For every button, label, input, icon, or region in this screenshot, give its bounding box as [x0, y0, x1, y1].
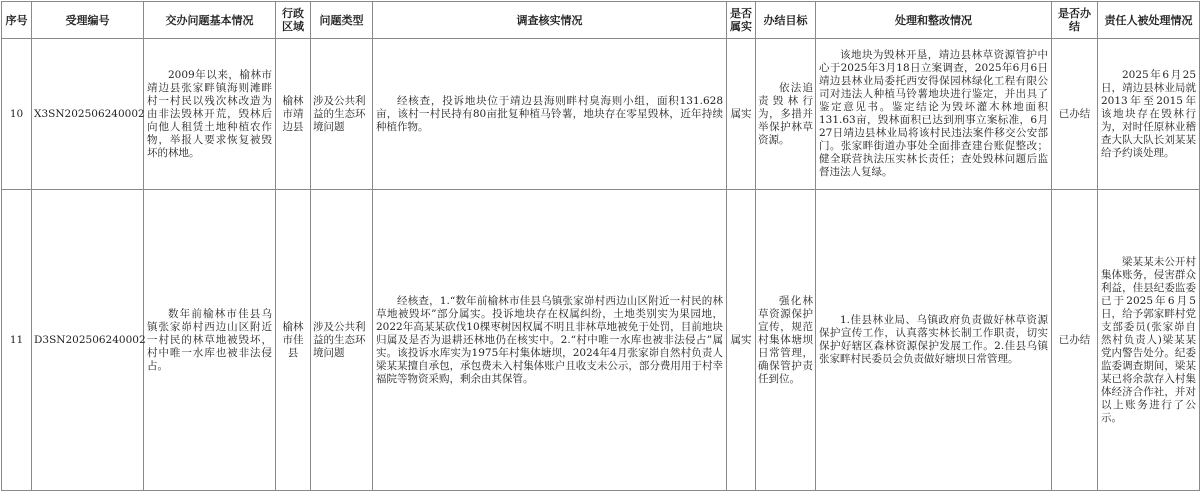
- cell-handling: 该地块为毁林开垦，靖边县林草资源管护中心于2025年3月18日立案调查，2025年6月6日靖边县林业局委托西安得保园林绿化工程有限公司对违法人种植马铃薯地块进行鉴定，并出具了鉴定意见书。鉴定结论为毁坏灌木林地面积131.63亩，毁林面积已达到刑事立案标准，6月27日靖边县林业局将该村民违法案件移交公安部门。张家畔街道办事处全面排查建台账促整改；健全联营执法压实林长责任；查处毁林问题后监督违法人复绿。: [816, 39, 1052, 190]
- cell-is-true: 属实: [727, 39, 756, 190]
- cell-case-id: X3SN202506240002: [32, 39, 144, 190]
- table-header-row: [2, 2, 1200, 39]
- cell-goal: 依法追责毁林行为，多措并举保护林草资源。: [756, 39, 816, 190]
- cell-investigation: 经核查，1.“数年前榆林市佳县乌镇张家峁村西边山区附近一村民的林草地被毁坏”部分属实。投诉地块存在权属纠纷，土地类别实为果园地，2022年高某某砍伐10棵枣树因权属不明且非林草地被免于处罚，目前地块归属及是否为退耕还林地仍在核实中。2.“村中唯一水库也被非法侵占”属实。该投诉水库实为1975年村集体塘坝，2024年4月张家峁自然村负责人梁某某擅自承包，承包费未入村集体账户且收支未公示，部分费用用于村幸福院等物资采购，剩余由其保管。: [373, 190, 727, 491]
- header-seq: 序号: [2, 2, 32, 39]
- cell-responsible: 2025年6月25日，靖边县林业局就2013年至2015年该地块存在毁林行为，对时任原林业稽查大队大队长刘某某给予约谈处理。: [1098, 39, 1200, 190]
- header-is-done: 是否办结: [1052, 2, 1098, 39]
- header-case-id: 受理编号: [32, 2, 144, 39]
- cell-is-done: 已办结: [1052, 190, 1098, 491]
- cell-basic-info: 数年前榆林市佳县乌镇张家峁村西边山区附近一村民的林草地被毁坏，村中唯一水库也被非法侵占。: [144, 190, 276, 491]
- cell-seq: 11: [2, 190, 32, 491]
- header-region: 行政区域: [276, 2, 311, 39]
- header-is-true: 是否属实: [727, 2, 756, 39]
- cell-problem-type: 涉及公共利益的生态环境问题: [311, 190, 373, 491]
- cell-handling: 1.佳县林业局、乌镇政府负责做好林草资源保护宣传工作，认真落实林长制工作职责，切实保护好辖区森林资源保护发展工作。2.佳县乌镇张家畔村民委员会负责做好塘坝日常管理。: [816, 190, 1052, 491]
- cell-responsible: 梁某某未公开村集体账务，侵害群众利益，佳县纪委监委已于2025年6月5日，给予郭家畔村党支部委员(张家峁自然村负责人)梁某某党内警告处分。纪委监委调查期间，梁某某已将余款存入村集体经济合作社，并对以上账务进行了公示。: [1098, 190, 1200, 491]
- cell-problem-type: 涉及公共利益的生态环境问题: [311, 39, 373, 190]
- cell-case-id: D3SN202506240002: [32, 190, 144, 491]
- table-row: [2, 190, 1200, 491]
- table-row: [2, 39, 1200, 190]
- header-responsible: 责任人被处理情况: [1098, 2, 1200, 39]
- cell-region: 榆林市靖边县: [276, 39, 311, 190]
- header-basic-info: 交办问题基本情况: [144, 2, 276, 39]
- cell-goal: 强化林草资源保护宣传，规范村集体塘坝日常管理，确保管护责任到位。: [756, 190, 816, 491]
- header-problem-type: 问题类型: [311, 2, 373, 39]
- cell-investigation: 经核查，投诉地块位于靖边县海则畔村臭海则小组，面积131.628亩，该村一村民持有80亩批复种植马铃薯，地块存在零星毁林，近年持续种植作物。: [373, 39, 727, 190]
- cell-is-true: 属实: [727, 190, 756, 491]
- cell-region: 榆林市佳县: [276, 190, 311, 491]
- header-goal: 办结目标: [756, 2, 816, 39]
- cell-is-done: 已办结: [1052, 39, 1098, 190]
- header-handling: 处理和整改情况: [816, 2, 1052, 39]
- cell-basic-info: 2009年以来，榆林市靖边县张家畔镇海则滩畔村一村民以残次林改造为由非法毁林开荒，毁林后向他人租赁土地种植农作物，举报人要求恢复被毁坏的林地。: [144, 39, 276, 190]
- cell-seq: 10: [2, 39, 32, 190]
- case-table: [1, 1, 1200, 491]
- header-investigation: 调查核实情况: [373, 2, 727, 39]
